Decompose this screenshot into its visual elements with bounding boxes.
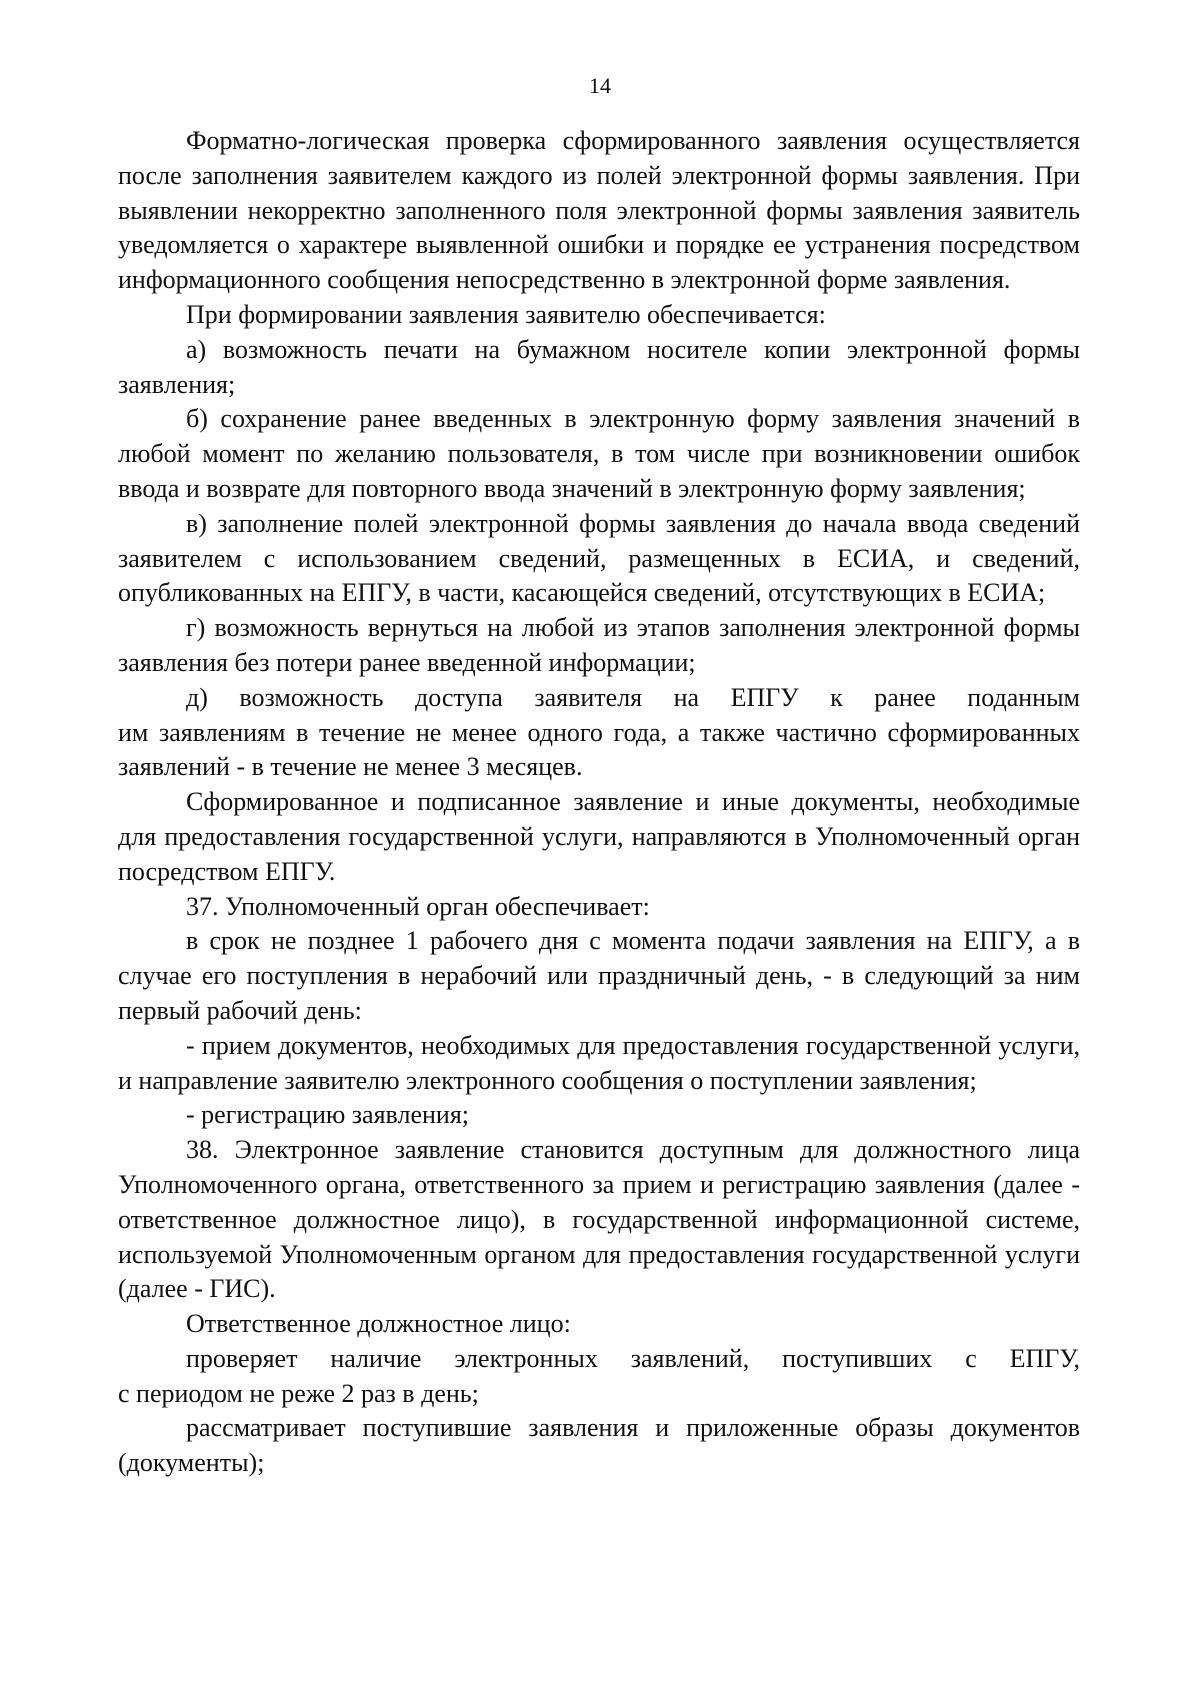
list-item-d: [118, 681, 1080, 785]
list-item-v: в) заполнение полей электронной формы заявления до начала ввода сведений заявителем с использованием сведений, размещенных в ЕСИА, и сведений, опубликованных на ЕПГУ, в части, касающейся сведений, отсутствующих в ЕСИА;: [118, 508, 1080, 608]
paragraph-checks-rest: с периодом не реже 2 раз в день;: [118, 1378, 479, 1408]
list-item-reception: - прием документов, необходимых для предоставления государственной услуги, и направление заявителю электронного сообщения о поступлении заявления;: [118, 1030, 1080, 1095]
paragraph-reviews-applications: рассматривает поступившие заявления и приложенные образы документов (документы);: [118, 1413, 1080, 1478]
paragraph-responsible-official: Ответственное должностное лицо:: [186, 1309, 571, 1339]
list-item-d-line1: д) возможность доступа заявителя на ЕПГУ к ранее поданным: [186, 682, 1080, 712]
paragraph-37: 37. Уполномоченный орган обеспечивает:: [186, 891, 650, 921]
list-item-a: а) возможность печати на бумажном носителе копии электронной формы заявления;: [118, 334, 1080, 399]
list-item-g: г) возможность вернуться на любой из этапов заполнения электронной формы заявления без потери ранее введенной информации;: [118, 613, 1080, 677]
paragraph-checks-applications: [118, 1342, 1080, 1412]
paragraph-applicant-provided: При формировании заявления заявителю обеспечивается:: [186, 299, 826, 329]
paragraph-38: 38. Электронное заявление становится доступным для должностного лица Уполномоченного органа, ответственного за прием и регистрацию заявления (далее - ответственное должностное лицо), в государственной информационной системе, используемой Уполномоченным органом для предоставления государственной услуги (далее - ГИС).: [118, 1135, 1080, 1304]
page-number: 14: [589, 73, 611, 98]
list-item-registration: - регистрацию заявления;: [186, 1100, 470, 1130]
list-item-d-rest: им заявлениям в течение не менее одного года, а также частично сформированных заявлений - в течение не менее 3 месяцев.: [118, 717, 1080, 782]
paragraph-checks-line1: проверяет наличие электронных заявлений, поступивших с ЕПГУ,: [186, 1343, 1080, 1373]
list-item-b: б) сохранение ранее введенных в электронную форму заявления значений в любой момент по желанию пользователя, в том числе при возникновении ошибок ввода и возврате для повторного ввода значений в электронную форму заявления;: [118, 404, 1080, 503]
paragraph-signed-application: Сформированное и подписанное заявление и иные документы, необходимые для предоставления государственной услуги, направляются в Уполномоченный орган посредством ЕПГУ.: [118, 787, 1080, 886]
paragraph-deadline: в срок не позднее 1 рабочего дня с момента подачи заявления на ЕПГУ, а в случае его поступления в нерабочий или праздничный день, - в следующий за ним первый рабочий день:: [118, 926, 1080, 1025]
document-body: [118, 124, 1080, 1481]
paragraph-format-check: Форматно-логическая проверка сформированного заявления осуществляется после заполнения заявителем каждого из полей электронной формы заявления. При выявлении некорректно заполненного поля электронной формы заявления заявитель уведомляется о характере выявленной ошибки и порядке ее устранения посредством информационного сообщения непосредственно в электронной форме заявления.: [118, 126, 1080, 295]
